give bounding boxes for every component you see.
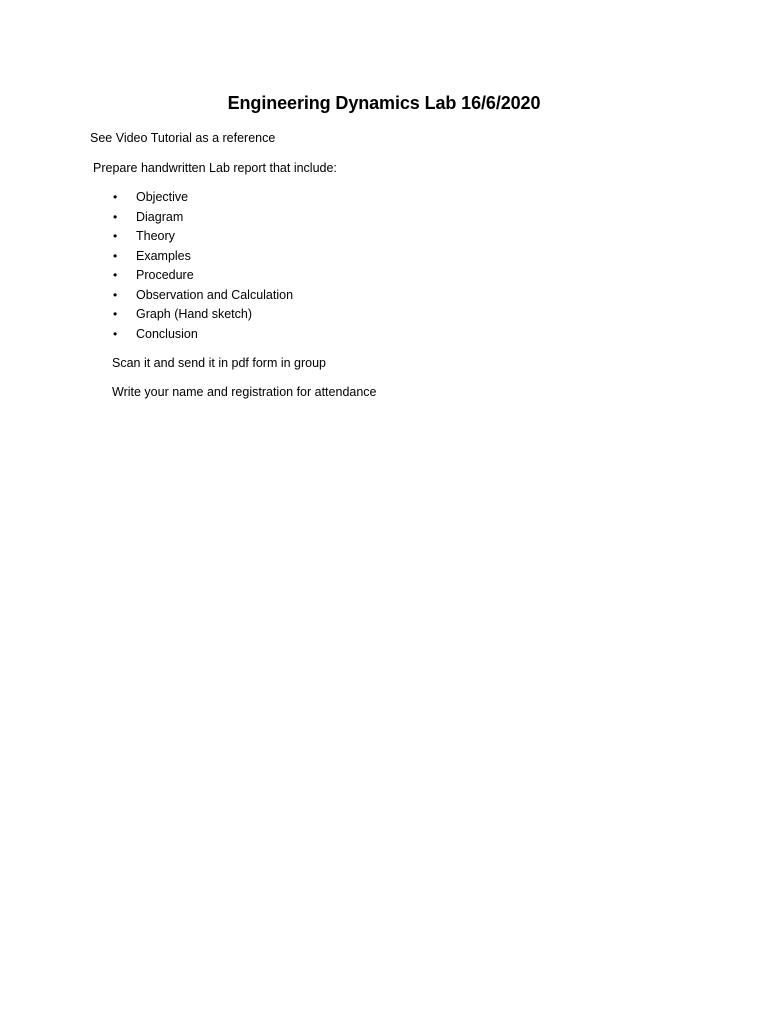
- bullet-icon: •: [113, 229, 118, 243]
- scan-instruction-text: Scan it and send it in pdf form in group: [112, 356, 327, 370]
- attendance-instruction-text: Write your name and registration for attendance: [112, 385, 377, 399]
- bullet-icon: •: [113, 209, 118, 224]
- list-item-label: Diagram: [136, 209, 184, 224]
- page-title: Engineering Dynamics Lab 16/6/2020: [227, 93, 541, 113]
- bullet-icon: •: [113, 326, 118, 341]
- list-item-label: Conclusion: [136, 326, 198, 341]
- bullet-icon: •: [113, 287, 118, 302]
- bullet-icon: •: [113, 248, 118, 263]
- bullet-icon: •: [113, 190, 118, 204]
- prepare-text: Prepare handwritten Lab report that include:: [93, 161, 337, 175]
- bullet-icon: •: [113, 268, 118, 282]
- list-item-label: Graph (Hand sketch): [136, 307, 253, 321]
- intro-text: See Video Tutorial as a reference: [90, 131, 276, 145]
- list-item-label: Objective: [136, 190, 189, 204]
- list-item-label: Examples: [136, 248, 191, 263]
- bullet-icon: •: [113, 307, 118, 321]
- list-item-label: Observation and Calculation: [136, 287, 294, 302]
- list-item-label: Procedure: [136, 268, 194, 282]
- list-item-label: Theory: [136, 229, 175, 243]
